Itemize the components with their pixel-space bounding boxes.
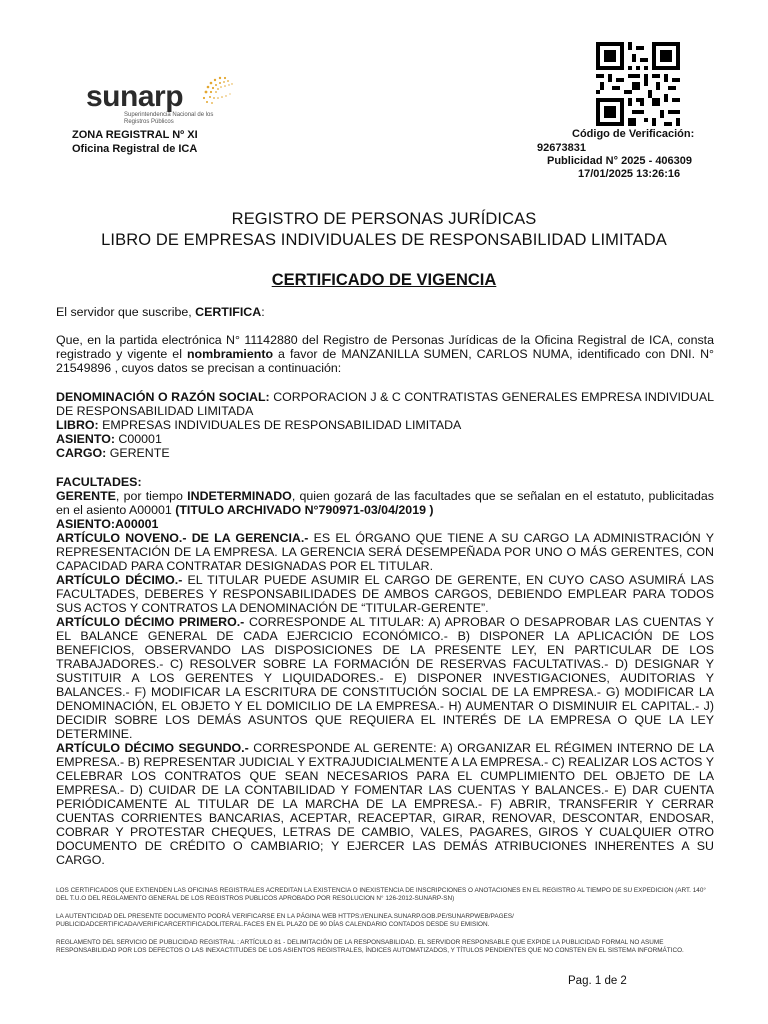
asiento-label: ASIENTO: — [56, 432, 115, 446]
intro-paragraph — [56, 305, 714, 319]
facultades-block — [56, 475, 714, 867]
libro-row — [56, 418, 714, 432]
article-9 — [56, 531, 714, 573]
gerente-paragraph — [56, 489, 714, 517]
footer-note-3: REGLAMENTO DEL SERVICIO DE PUBLICIDAD REGISTRAL : ARTÍCULO 81 - DELIMITACIÓN DE LA RESPONSABILIDAD. EL SERVIDOR RESPONSABLE QUE EXPIDE LA PUBLICIDAD FORMAL NO ASUME RESPONSABILIDAD POR LOS DEFECTOS O LAS INEXACTITUDES DE LOS ASIENTOS REGISTRALES, ÍNDICES AUTOMATIZADOS, Y TÍTULOS PENDIENTES QUE NO CONSTEN EN EL SISTEMA INFORMÁTICO. — [56, 939, 684, 954]
zone-label: ZONA REGISTRAL Nº XI — [72, 129, 198, 141]
gerente-label: GERENTE — [56, 489, 116, 503]
office-label: Oficina Registral de ICA — [72, 143, 198, 155]
asiento-a00001: ASIENTO:A00001 — [56, 517, 159, 531]
article-10 — [56, 573, 714, 615]
article-11-text: CORRESPONDE AL TITULAR: A) APROBAR O DESAPROBAR LAS CUENTAS Y EL BALANCE GENERAL DE CADA EJERCICIO ECONÓMICO.- B) DISPONER LA APLICACIÓN DE LOS BENEFICIOS, OBSERVANDO LAS DISPOSICIONES DE LA PRESENTE LEY, EN PARTICULAR DE LOS TRABAJADORES.- C) RESOLVER SOBRE LA FORMACIÓN DE RESERVAS FACULTATIVAS.- D) DESIGNAR Y SUSTITUIR A LOS GERENTES Y LIQUIDADORES.- E) DISPONER INVESTIGACIONES, AUDITORIAS Y BALANCES.- F) MODIFICAR LA ESCRITURA DE CONSTITUCIÓN SOCIAL DE LA EMPRESA.- G) MODIFICAR LA DENOMINACIÓN, EL OBJETO Y EL DOMICILIO DE LA EMPRESA.- H) AUMENTAR O DISMINUIR EL CAPITAL.- J) DECIDIR SOBRE LOS DEMÁS ASUNTOS QUE REQUIERA EL INTERÉS DE LA EMPRESA O QUE LA LEY DETERMINE. — [56, 615, 714, 741]
cargo-row — [56, 446, 714, 460]
denominacion-label: DENOMINACIÓN O RAZÓN SOCIAL: — [56, 390, 270, 404]
article-10-label: ARTÍCULO DÉCIMO.- — [56, 573, 183, 587]
registry-title: REGISTRO DE PERSONAS JURÍDICAS — [231, 210, 537, 228]
article-9-text: ES EL ÓRGANO QUE TIENE A SU CARGO LA ADMINISTRACIÓN Y REPRESENTACIÓN DE LA EMPRESA. LA GERENCIA SERÁ DESEMPEÑADA POR UNO O MÁS GERENTES, CON CAPACIDAD PARA CONTRATAR DESIGNADAS POR EL TITULAR. — [56, 531, 714, 573]
intro-text: El servidor que suscribe, — [56, 305, 196, 319]
verification-code: 92673831 — [537, 142, 586, 154]
denominacion-row — [56, 390, 714, 418]
article-11 — [56, 615, 714, 741]
sunarp-logo — [86, 70, 236, 128]
article-12 — [56, 741, 714, 867]
footer-note-1: LOS CERTIFICADOS QUE EXTIENDEN LAS OFICINAS REGISTRALES ACREDITAN LA EXISTENCIA O INEXISTENCIA DE INSCRIPCIONES O ANOTACIONES EN EL REGISTRO AL TIEMPO DE SU EXPEDICION (ART. 140° DEL T.U.O DEL REGLAMENTO GENERAL DE LOS REGISTROS PUBLICOS APROBADO POR RESOLUCION N° 126-2012-SUNARP-SN) — [56, 887, 706, 902]
certificate-title: CERTIFICADO DE VIGENCIA — [271, 271, 497, 289]
que-nombramiento: nombramiento — [186, 347, 274, 361]
intro-end: : — [261, 305, 265, 319]
article-12-text: CORRESPONDE AL GERENTE: A) ORGANIZAR EL RÉGIMEN INTERNO DE LA EMPRESA.- B) REPRESENTAR JUDICIAL Y EXTRAJUDICIALMENTE A LA EMPRESA.- C) REALIZAR LOS ACTOS Y CELEBRAR LOS CONTRATOS QUE SEAN NECESARIOS PARA EL CUMPLIMIENTO DEL OBJETO DE LA EMPRESA.- D) CUIDAR DE LA CONTABILIDAD Y FOMENTAR LAS CUENTAS Y BALANCES.- E) DAR CUENTA PERIÓDICAMENTE AL TITULAR DE LA MARCHA DE LA EMPRESA.- F) ABRIR, TRANSFERIR Y CERRAR CUENTAS CORRIENTES BANCARIAS, ACEPTAR, REACEPTAR, GIRAR, RENOVAR, DESCONTAR, ENDOSAR, COBRAR Y PROTESTAR CHEQUES, LETRAS DE CAMBIO, VALES, PAGARES, GIROS Y CUALQUIER OTRO DOCUMENTO DE CRÉDITO O CAMBIARIO; Y EJERCER LAS DEMÁS ATRIBUCIONES INHERENTES A SU CARGO. — [56, 741, 714, 867]
asiento-value: C00001 — [114, 432, 162, 446]
sunarp-dots-icon — [198, 70, 238, 110]
titulo-archivado: (TITULO ARCHIVADO N°790971-03/04/2019 ) — [175, 503, 434, 517]
gerente-text-1: , por tiempo — [115, 489, 188, 503]
article-10-text: EL TITULAR PUEDE ASUMIR EL CARGO DE GERENTE, EN CUYO CASO ASUMIRÁ LAS FACULTADES, DEBERES Y RESPONSABILIDADES DE AMBOS CARGOS, DEBIENDO EMPLEAR PARA TODOS SUS ACTOS Y CONTRATOS LA DENOMINACIÓN DE “TITULAR-GERENTE”. — [56, 573, 714, 615]
article-11-label: ARTÍCULO DÉCIMO PRIMERO.- — [56, 615, 245, 629]
logo-wordmark: sunarp — [86, 80, 184, 113]
issue-datetime: 17/01/2025 13:26:16 — [578, 168, 681, 180]
logo-subtitle: Superintendencia Nacional de los Registros Públicos — [124, 112, 214, 125]
gerente-text-2: , quien gozará de las facultades que se señalan en el estatuto, publicitadas en el asiento A00001 — [56, 489, 714, 517]
article-9-label: ARTÍCULO NOVENO.- DE LA GERENCIA.- — [56, 531, 309, 545]
intro-certifica: CERTIFICA — [195, 305, 262, 319]
page-number: Pag. 1 de 2 — [568, 975, 627, 987]
details-block — [56, 390, 714, 460]
que-text-a: Que, en la partida electrónica N° 11142880 del Registro de Personas Jurídicas de la Oficina Registral de ICA, consta registrado y vigente el — [56, 333, 714, 361]
indeterminado-label: INDETERMINADO — [187, 489, 292, 503]
office-info — [72, 128, 198, 156]
publicity-number: Publicidad N° 2025 - 406309 — [547, 155, 693, 167]
denominacion-value: CORPORACION J & C CONTRATISTAS GENERALES EMPRESA INDIVIDUAL DE RESPONSABILIDAD LIMITADA — [56, 390, 714, 418]
facultades-title: FACULTADES: — [56, 475, 142, 489]
article-12-label: ARTÍCULO DÉCIMO SEGUNDO.- — [56, 741, 249, 755]
libro-label: LIBRO: — [56, 418, 99, 432]
cargo-value: GERENTE — [106, 446, 170, 460]
qr-code-icon — [596, 42, 680, 126]
que-text-b: a favor de MANZANILLA SUMEN, CARLOS NUMA, identificado con DNI. N° 21549896 , cuyos datos se precisan a continuación: — [56, 347, 714, 375]
que-paragraph — [56, 333, 714, 375]
libro-value: EMPRESAS INDIVIDUALES DE RESPONSABILIDAD LIMITADA — [98, 418, 462, 432]
asiento-row — [56, 432, 714, 446]
verification-label: Código de Verificación: — [572, 128, 695, 140]
book-title: LIBRO DE EMPRESAS INDIVIDUALES DE RESPONSABILIDAD LIMITADA — [101, 231, 667, 249]
cargo-label: CARGO: — [56, 446, 107, 460]
footer-note-2: LA AUTENTICIDAD DEL PRESENTE DOCUMENTO PODRÁ VERIFICARSE EN LA PÁGINA WEB HTTPS://ENLINEA.SUNARP.GOB.PE/SUNARPWEB/PAGES/ PUBLICIDADCERTIFICADA/VERIFICARCERTIFICADOLITERAL.FACES EN EL PLAZO DE 90 DÍAS CALENDARIO CONTADOS DESDE SU EMISION. — [56, 913, 514, 928]
